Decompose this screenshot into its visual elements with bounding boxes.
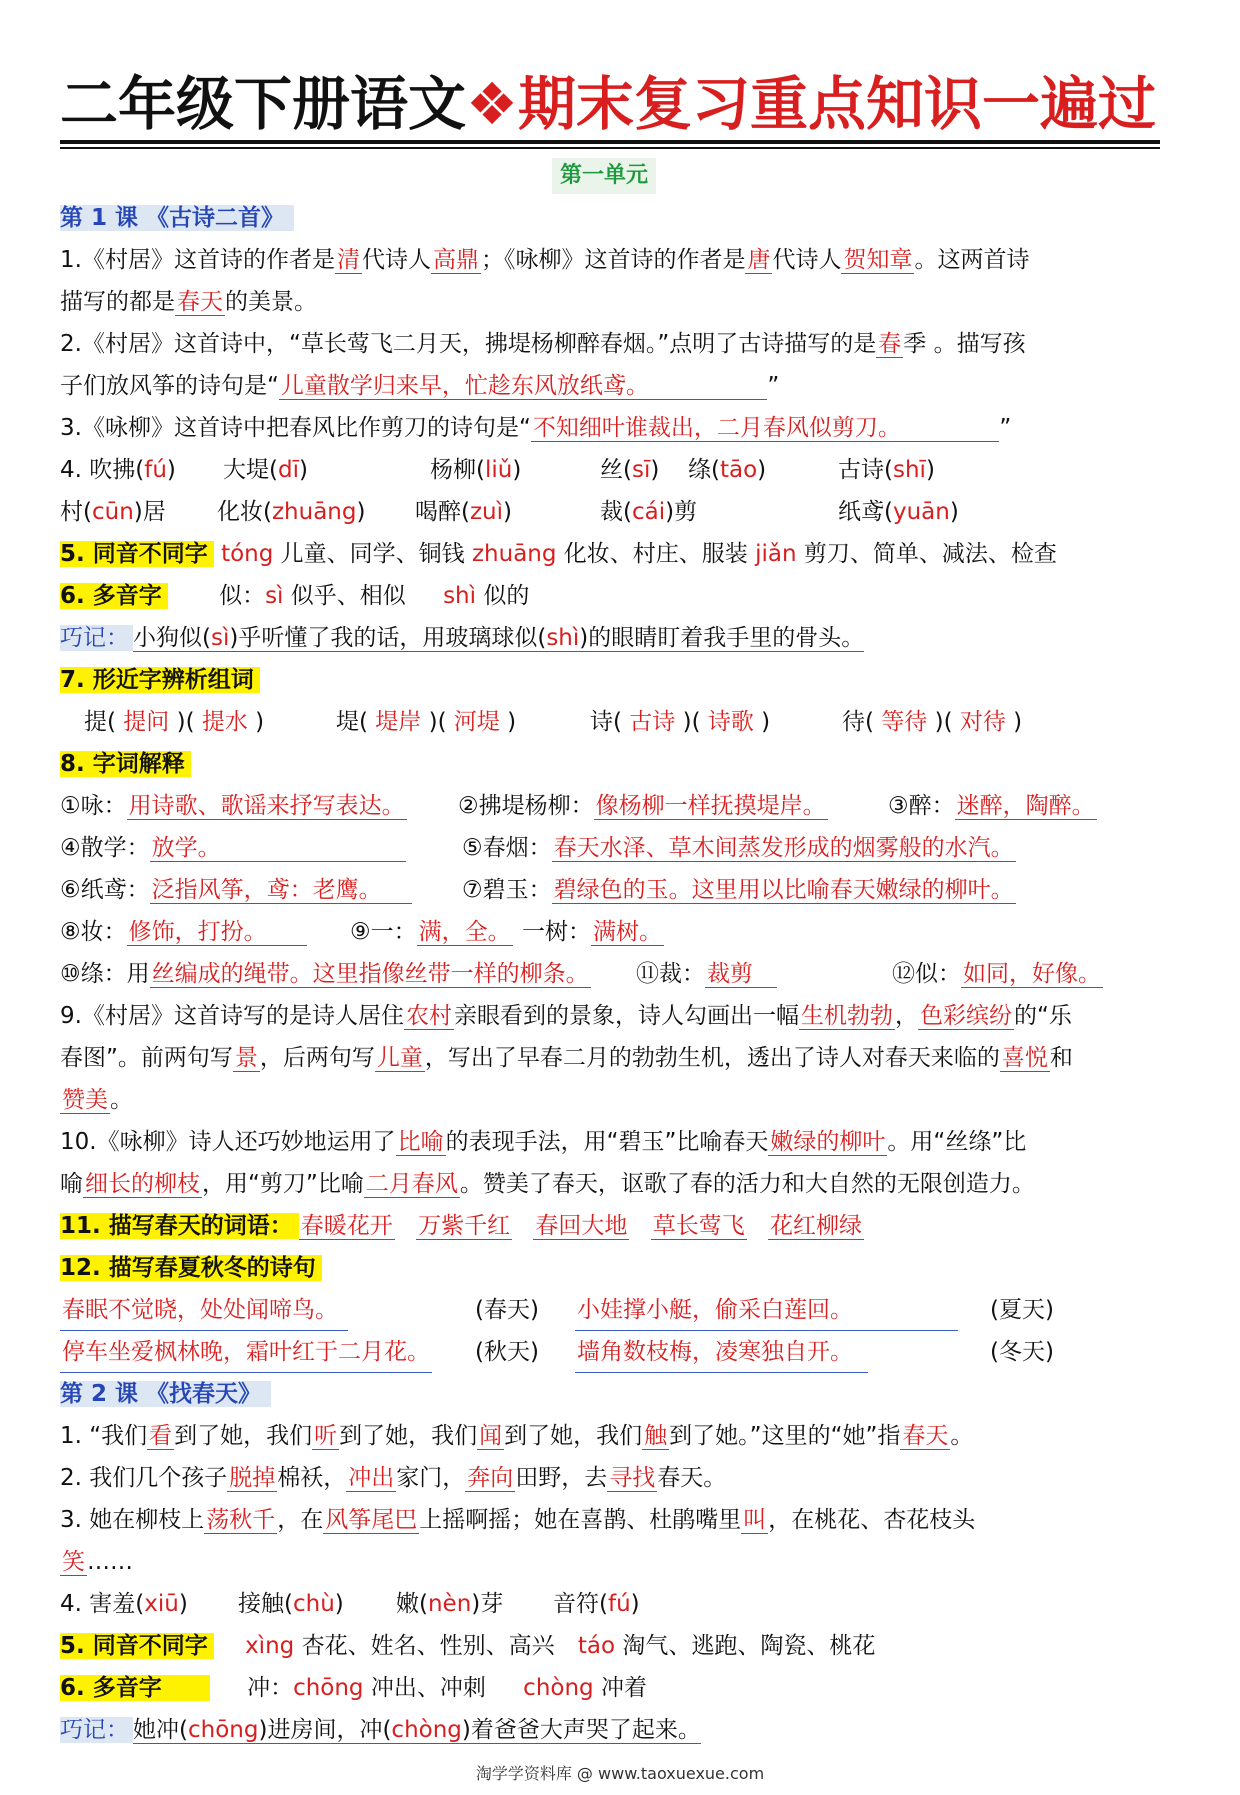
pinyin: xiū <box>144 1591 179 1617</box>
text: ) <box>925 457 935 483</box>
text: 描写的都是 <box>60 289 175 315</box>
text: ⑫似： <box>892 961 961 987</box>
answer: 荡秋千 <box>206 1507 276 1533</box>
title-grade: 二年级下册语文 <box>60 70 467 138</box>
l1-q9-line2 <box>60 1038 1073 1078</box>
answer: 像杨柳一样抚摸堤岸。 <box>595 793 826 819</box>
text: 剪刀、简单、减法、检查 <box>803 541 1057 567</box>
text: 。 <box>110 1087 133 1113</box>
answer: 色彩缤纷 <box>919 1003 1012 1029</box>
word-group: 提( 提问 )( 提水 ) <box>84 709 265 735</box>
text: 10.《咏柳》诗人还巧妙地运用了 <box>60 1129 396 1155</box>
l1-q1-line1 <box>60 240 1029 280</box>
definition <box>888 786 1097 826</box>
text: 淘气、逃跑、陶瓷、桃花 <box>622 1633 876 1659</box>
answer: 寻找 <box>609 1465 656 1491</box>
title-topic: 期末复习重点知识一遍过 <box>518 70 1157 138</box>
l1-q11-line <box>60 1206 864 1246</box>
l1-q8-row4 <box>60 912 1160 952</box>
text: 化妆( <box>217 499 272 525</box>
text: 代诗人 <box>361 247 431 273</box>
answer: 诗歌 <box>707 709 754 735</box>
text: )乎听懂了我的话，用玻璃球似( <box>229 625 547 651</box>
text: ) <box>356 499 366 525</box>
answer: 触 <box>644 1423 668 1449</box>
pinyin: nèn <box>427 1591 472 1617</box>
pinyin: táo <box>577 1633 616 1659</box>
l1-q6-line <box>60 576 529 616</box>
text: ②拂堤杨柳： <box>458 793 594 819</box>
answer: 嫩绿的柳叶 <box>770 1129 886 1155</box>
text: )的眼睛盯着我手里的骨头。 <box>579 625 865 651</box>
pinyin: zhuāng <box>271 499 357 525</box>
text: 杏花、姓名、性别、高兴 <box>301 1633 555 1659</box>
definition <box>60 786 407 826</box>
l1-q8-row3 <box>60 870 1160 910</box>
l1-q7-groups <box>60 702 1160 742</box>
pinyin-item <box>238 1584 344 1624</box>
pinyin: chù <box>292 1591 335 1617</box>
pinyin: shì <box>546 625 580 651</box>
l1-q10-line2 <box>60 1164 1035 1204</box>
poem-line: 墙角数枝梅，凌寒独自开。 <box>575 1332 868 1373</box>
definition <box>350 912 513 952</box>
pinyin: yuān <box>892 499 950 525</box>
definition <box>522 912 664 952</box>
answer: 古诗 <box>629 709 676 735</box>
text: 古诗( <box>838 457 893 483</box>
answer: 迷醉，陶醉。 <box>956 793 1095 819</box>
text: ) <box>166 457 176 483</box>
answer: 闻 <box>479 1423 503 1449</box>
lesson2-heading-line <box>60 1374 271 1414</box>
text: 绦( <box>688 457 720 483</box>
pinyin-item <box>430 450 521 490</box>
text: ) <box>503 499 513 525</box>
l1-q3-line <box>60 408 1011 448</box>
pinyin: tóng <box>221 541 274 567</box>
pinyin-item <box>838 492 959 532</box>
text: 一树： <box>522 919 591 945</box>
tip-label: 巧记： <box>60 625 133 651</box>
text: ) <box>757 457 767 483</box>
answer: 春天 <box>177 289 223 315</box>
text: )着爸爸大声哭了起来。 <box>461 1717 701 1743</box>
answer: 泛指风筝，鸢：老鹰。 <box>150 877 412 904</box>
pinyin: cūn <box>91 499 134 525</box>
definition <box>60 828 406 868</box>
text: ) <box>949 499 959 525</box>
answer: 河堤 <box>453 709 500 735</box>
text: 家门， <box>396 1465 466 1491</box>
word-group: 诗( 古诗 )( 诗歌 ) <box>590 709 771 735</box>
section-label: 6. 多音字 <box>60 1675 210 1701</box>
section-label: 11. 描写春天的词语： <box>60 1213 299 1239</box>
text: ) <box>178 1591 188 1617</box>
pinyin: zhuāng <box>471 541 557 567</box>
l2-tip-line <box>60 1710 701 1750</box>
section-label: 5. 同音不同字 <box>60 1633 214 1659</box>
diamond-icon: ❖ <box>466 70 519 138</box>
unit-heading: 第一单元 <box>552 158 656 194</box>
answer: 春回大地 <box>535 1213 628 1239</box>
text: 9.《村居》这首诗写的是诗人居住 <box>60 1003 404 1029</box>
pinyin: cái <box>631 499 666 525</box>
text: 春图”。前两句写 <box>60 1045 233 1071</box>
tip-sentence <box>133 1717 701 1744</box>
text: 裁( <box>600 499 632 525</box>
answer: 春 <box>878 331 902 357</box>
text: ⑧妆： <box>60 919 127 945</box>
section-label: 7. 形近字辨析组词 <box>60 667 260 693</box>
text: 代诗人 <box>772 247 842 273</box>
text: ” <box>999 415 1012 441</box>
text: ，在 <box>277 1507 324 1533</box>
pinyin: liǔ <box>484 457 513 483</box>
answer: 修饰，打扮。 <box>127 919 307 946</box>
answer: 如同，好像。 <box>963 961 1101 987</box>
text: ) <box>298 457 308 483</box>
poem-line: 停车坐爱枫林晚，霜叶红于二月花。 <box>60 1332 432 1373</box>
answer: 春暖花开 <box>300 1213 393 1239</box>
text: 4. 害羞( <box>60 1591 145 1617</box>
pinyin: fú <box>144 457 167 483</box>
answer: 赞美 <box>62 1087 108 1113</box>
text: 春天。 <box>657 1465 727 1491</box>
l1-q8-row1 <box>60 786 1160 826</box>
pinyin: jiǎn <box>755 541 797 567</box>
l1-q10-line1 <box>60 1122 1026 1162</box>
text: 村( <box>60 499 92 525</box>
answer: 喜悦 <box>1001 1045 1048 1071</box>
l1-q1-line2 <box>60 282 317 322</box>
definition <box>60 954 591 994</box>
answer: 不知细叶谁裁出，二月春风似剪刀。 <box>531 415 1000 442</box>
word-group: 待( 等待 )( 对待 ) <box>842 709 1023 735</box>
text: ⑪裁： <box>636 961 705 987</box>
text: 喻 <box>60 1171 83 1197</box>
l1-q5-line <box>60 534 1057 574</box>
text: 纸鸢( <box>838 499 893 525</box>
text: 季 。描写孩 <box>903 331 1026 357</box>
text: ) <box>512 457 522 483</box>
text: ，写出了早春二月的勃勃生机，透出了诗人对春天来临的 <box>424 1045 1000 1071</box>
answer: 听 <box>314 1423 338 1449</box>
text: 大堤( <box>223 457 278 483</box>
answer: 堤岸 <box>375 709 422 735</box>
l1-q12-label-line <box>60 1248 322 1288</box>
text: 嫩( <box>396 1591 428 1617</box>
answer: 冲出 <box>348 1465 395 1491</box>
pinyin-item <box>600 492 697 532</box>
pinyin: shī <box>892 457 926 483</box>
answer: 用诗歌、歌谣来抒写表达。 <box>128 793 405 819</box>
pinyin: sì <box>265 583 284 609</box>
text: ⑩绦：用 <box>60 961 150 987</box>
answer: 提水 <box>201 709 248 735</box>
text: 亲眼看到的景象，诗人勾画出一幅 <box>453 1003 799 1029</box>
answer: 春天水泽、草木间蒸发形成的烟雾般的水汽。 <box>553 835 1014 861</box>
text: 的“乐 <box>1013 1003 1072 1029</box>
answer: 农村 <box>405 1003 452 1029</box>
poem-line: 春眠不觉晓，处处闻啼鸟。 <box>60 1290 348 1331</box>
l1-q8-row5 <box>60 954 1160 994</box>
text: ①咏： <box>60 793 127 819</box>
answer: 春天 <box>902 1423 949 1449</box>
pinyin: fú <box>607 1591 631 1617</box>
answer: 放学。 <box>150 835 406 862</box>
definition <box>892 954 1103 994</box>
text: 冲： <box>247 1675 294 1701</box>
text: 诗 <box>590 709 613 735</box>
pinyin-item <box>60 450 176 490</box>
pinyin-item <box>60 1584 188 1624</box>
text: )剪 <box>665 499 698 525</box>
word-group: 堤( 堤岸 )( 河堤 ) <box>336 709 517 735</box>
text: 1.《村居》这首诗的作者是 <box>60 247 335 273</box>
lesson1-heading: 第 1 课 《古诗二首》 <box>60 205 294 231</box>
text: 2.《村居》这首诗中，“草长莺飞二月天，拂堤杨柳醉春烟。”点明了古诗描写的是 <box>60 331 877 357</box>
l1-tip-line <box>60 618 864 658</box>
text: 冲着 <box>600 1675 647 1701</box>
pinyin: tāo <box>719 457 758 483</box>
text: 到了她。”这里的“她”指 <box>669 1423 901 1449</box>
text: 4. 吹拂( <box>60 457 145 483</box>
text: 到了她，我们 <box>339 1423 478 1449</box>
text: ⑦碧玉： <box>462 877 552 903</box>
l2-q2-line <box>60 1458 726 1498</box>
answer: 奔向 <box>467 1465 514 1491</box>
pinyin-item <box>396 1584 503 1624</box>
l1-q7-label-line <box>60 660 260 700</box>
answer: 万紫千红 <box>418 1213 511 1239</box>
text: 似： <box>219 583 266 609</box>
text: 儿童、同学、铜钱 <box>280 541 465 567</box>
text: 。赞美了春天，讴歌了春的活力和大自然的无限创造力。 <box>459 1171 1035 1197</box>
season-label: (夏天) <box>990 1297 1054 1323</box>
text: …… <box>87 1549 133 1575</box>
text: )居 <box>133 499 166 525</box>
l1-q4-row2 <box>60 492 1160 532</box>
season-label: (春天) <box>475 1297 539 1323</box>
definition <box>60 912 307 952</box>
footer-watermark: 淘学学资料库 @ www.taoxuexue.com <box>475 1764 765 1783</box>
text: ，后两句写 <box>259 1045 375 1071</box>
text: 杨柳( <box>430 457 485 483</box>
section-label: 6. 多音字 <box>60 583 168 609</box>
text: 1. “我们 <box>60 1423 148 1449</box>
l1-q8-label-line <box>60 744 191 784</box>
answer: 脱掉 <box>229 1465 276 1491</box>
text: ) <box>334 1591 344 1617</box>
pinyin: shì <box>443 583 477 609</box>
l2-q4-row <box>60 1584 1160 1624</box>
pinyin-item <box>553 1584 640 1624</box>
answer: 满树。 <box>593 919 662 945</box>
text: 接触( <box>238 1591 293 1617</box>
text: 堤 <box>336 709 359 735</box>
pinyin: chōng <box>293 1675 364 1701</box>
l2-q6-line <box>60 1668 647 1708</box>
answer: 丝编成的绳带。这里指像丝带一样的柳条。 <box>151 961 589 987</box>
text: 似的 <box>483 583 530 609</box>
answer: 儿童散学归来早，忙趁东风放纸鸢。 <box>279 373 768 400</box>
text: 丝( <box>600 457 632 483</box>
tip-label: 巧记： <box>60 1717 133 1743</box>
answer: 儿童 <box>376 1045 423 1071</box>
text: 2. 我们几个孩子 <box>60 1465 228 1491</box>
l1-q9-line1 <box>60 996 1072 1036</box>
text: 的美景。 <box>225 289 317 315</box>
text: 。这两首诗 <box>914 247 1030 273</box>
lesson1-heading-line <box>60 198 294 238</box>
pinyin-item <box>223 450 308 490</box>
pinyin: sī <box>631 457 651 483</box>
pinyin-item <box>688 450 766 490</box>
text: 3. 她在柳枝上 <box>60 1507 205 1533</box>
pinyin: zuì <box>469 499 504 525</box>
season-label: (秋天) <box>475 1339 539 1365</box>
text: 似乎、相似 <box>290 583 406 609</box>
text: 田野，去 <box>515 1465 608 1491</box>
definition <box>462 828 1016 868</box>
l1-q2-line2 <box>60 366 779 406</box>
text: ” <box>767 373 780 399</box>
text: ， <box>894 1003 918 1029</box>
text: 音符( <box>553 1591 608 1617</box>
answer: 景 <box>234 1045 258 1071</box>
pinyin: chōng <box>187 1717 259 1743</box>
answer: 看 <box>149 1423 173 1449</box>
l2-q3-line1 <box>60 1500 975 1540</box>
l1-q2-line1 <box>60 324 1026 364</box>
answer: 叫 <box>743 1507 767 1533</box>
l2-q5-line <box>60 1626 875 1666</box>
text: 她冲( <box>133 1717 188 1743</box>
text: ；《咏柳》这首诗的作者是 <box>480 247 746 273</box>
page-title <box>60 64 1160 144</box>
title-rule-thick <box>60 140 1160 144</box>
text: 化妆、村庄、服装 <box>563 541 748 567</box>
answer: 草长莺飞 <box>652 1213 745 1239</box>
pinyin-item <box>217 492 365 532</box>
text: 小狗似( <box>133 625 211 651</box>
answer: 细长的柳枝 <box>85 1171 200 1197</box>
text: ④散学： <box>60 835 150 861</box>
text: 到了她，我们 <box>174 1423 313 1449</box>
l2-q1-line <box>60 1416 973 1456</box>
l1-q8-row2 <box>60 828 1160 868</box>
definition <box>636 954 777 994</box>
pinyin: chòng <box>523 1675 594 1701</box>
definition <box>462 870 1016 910</box>
answer: 满，全。 <box>418 919 511 945</box>
text: ⑨一： <box>350 919 417 945</box>
text: 冲出、冲刺 <box>370 1675 486 1701</box>
answer: 花红柳绿 <box>770 1213 863 1239</box>
text: 。用“丝绦”比 <box>887 1129 1027 1155</box>
answer: 生机勃勃 <box>800 1003 893 1029</box>
answer: 比喻 <box>397 1129 444 1155</box>
answer: 贺知章 <box>843 247 913 273</box>
pinyin: chòng <box>391 1717 462 1743</box>
text: 和 <box>1049 1045 1073 1071</box>
text: 上摇啊摇；她在喜鹊、杜鹃嘴里 <box>419 1507 742 1533</box>
text: ，用“剪刀”比喻 <box>202 1171 364 1197</box>
l1-q12-row1 <box>60 1290 1160 1330</box>
lesson2-heading: 第 2 课 《找春天》 <box>60 1381 271 1407</box>
answer: 风筝尾巴 <box>325 1507 418 1533</box>
section-label: 8. 字词解释 <box>60 751 191 777</box>
answer: 唐 <box>747 247 771 273</box>
answer: 对待 <box>959 709 1006 735</box>
l2-q3-line2 <box>60 1542 133 1582</box>
l1-q12-row2 <box>60 1332 1160 1372</box>
text: 的表现手法，用“碧玉”比喻春天 <box>445 1129 769 1155</box>
text: 到了她，我们 <box>504 1423 643 1449</box>
section-label: 5. 同音不同字 <box>60 541 214 567</box>
season-label: (冬天) <box>990 1339 1054 1365</box>
l1-q4-row1 <box>60 450 1160 490</box>
tip-sentence <box>133 625 864 652</box>
definition <box>458 786 828 826</box>
pinyin-item <box>838 450 935 490</box>
poem-line: 小娃撑小艇，偷采白莲回。 <box>575 1290 958 1331</box>
answer: 提问 <box>123 709 170 735</box>
text: ⑤春烟： <box>462 835 552 861</box>
text: 提 <box>84 709 107 735</box>
text: 子们放风筝的诗句是“ <box>60 373 279 399</box>
answer: 清 <box>336 247 360 273</box>
text: 。 <box>950 1423 974 1449</box>
pinyin-item <box>600 450 659 490</box>
pinyin-item <box>415 492 512 532</box>
definition <box>60 870 412 910</box>
answer: 等待 <box>881 709 928 735</box>
text: ) <box>650 457 660 483</box>
l1-q9-line3 <box>60 1080 133 1120</box>
answer: 碧绿色的玉。这里用以比喻春天嫩绿的柳叶。 <box>553 877 1014 903</box>
title-rule-thin <box>60 147 1160 149</box>
answer: 裁剪 <box>705 961 777 988</box>
text: ③醉： <box>888 793 955 819</box>
answer: 二月春风 <box>365 1171 458 1197</box>
answer: 笑 <box>62 1549 85 1575</box>
pinyin: xìng <box>245 1633 295 1659</box>
text: 3.《咏柳》这首诗中把春风比作剪刀的诗句是“ <box>60 415 531 441</box>
text: ) <box>630 1591 640 1617</box>
text: 棉袄， <box>277 1465 347 1491</box>
text: )进房间，冲( <box>258 1717 392 1743</box>
section-label: 12. 描写春夏秋冬的诗句 <box>60 1255 322 1281</box>
text: 喝醉( <box>415 499 470 525</box>
text: ⑥纸鸢： <box>60 877 150 903</box>
pinyin: dī <box>277 457 299 483</box>
answer: 高鼎 <box>432 247 479 273</box>
text: ，在桃花、杏花枝头 <box>768 1507 976 1533</box>
pinyin: sì <box>210 625 230 651</box>
text: )芽 <box>471 1591 504 1617</box>
text: 待 <box>842 709 865 735</box>
pinyin-item <box>60 492 166 532</box>
